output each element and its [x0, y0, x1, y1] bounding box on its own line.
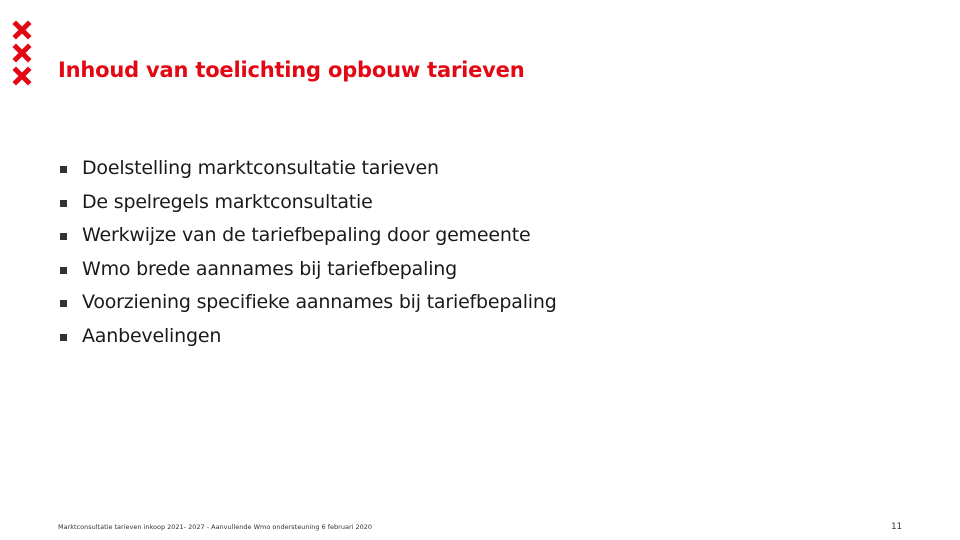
square-bullet-icon — [60, 334, 67, 341]
bullet-text: Werkwijze van de tariefbepaling door gemeente — [82, 224, 531, 246]
bullet-text: Aanbevelingen — [82, 324, 222, 347]
x-cross-icon — [12, 66, 32, 86]
square-bullet-icon — [60, 267, 67, 274]
page-number: 11 — [891, 522, 902, 532]
x-cross-icon — [12, 20, 32, 40]
bullet-item — [60, 152, 557, 186]
bullet-text: De spelregels marktconsultatie — [82, 190, 373, 213]
bullet-list — [60, 152, 557, 353]
bullet-text: Wmo brede aannames bij tariefbepaling — [82, 257, 457, 280]
bullet-item — [60, 286, 557, 320]
square-bullet-icon — [60, 300, 67, 307]
square-bullet-icon — [60, 233, 67, 240]
slide-title: Inhoud van toelichting opbouw tarieven — [58, 58, 525, 82]
square-bullet-icon — [60, 166, 67, 173]
amsterdam-logo — [12, 20, 38, 86]
square-bullet-icon — [60, 200, 67, 207]
bullet-item — [60, 219, 557, 253]
bullet-text: Doelstelling marktconsultatie tarieven — [82, 157, 439, 179]
footer-text: Marktconsultatie tarieven inkoop 2021- 2027 - Aanvullende Wmo ondersteuning 6 februari 2020 — [58, 523, 373, 531]
bullet-item — [60, 320, 557, 354]
bullet-item — [60, 186, 557, 220]
bullet-text: Voorziening specifieke aannames bij tariefbepaling — [82, 291, 557, 313]
x-cross-icon — [12, 43, 32, 63]
bullet-item — [60, 253, 557, 287]
